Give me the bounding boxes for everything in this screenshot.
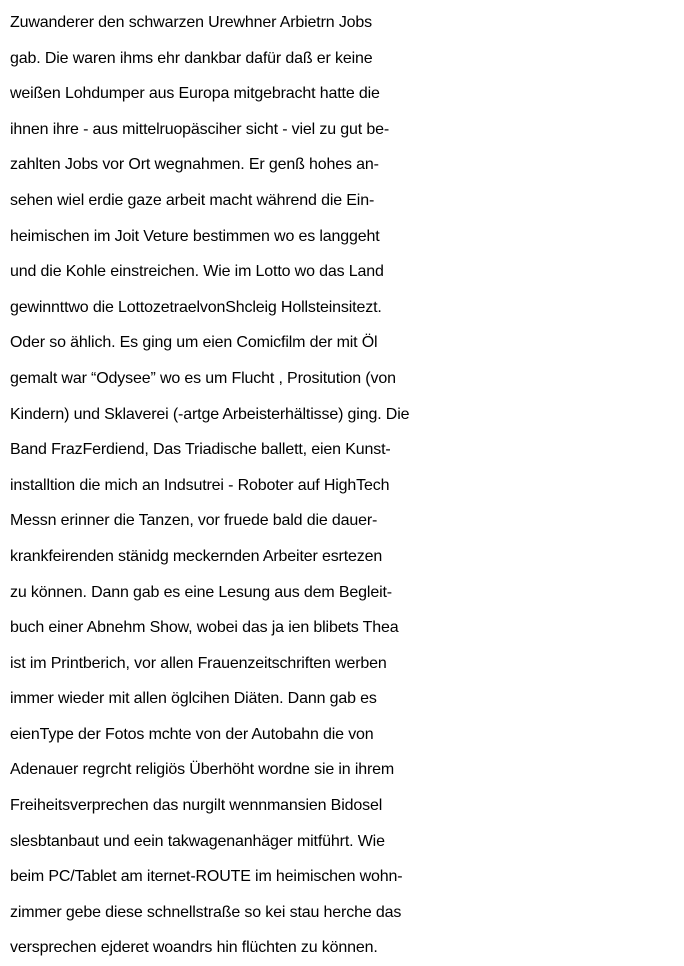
text-line: krankfeirenden stänidg meckernden Arbeiter esrtezen (10, 547, 383, 565)
text-line: ist im Printberich, vor allen Frauenzeitschriften werben (10, 654, 387, 672)
text-line: zu können. Dann gab es eine Lesung aus dem Begleit- (10, 583, 392, 601)
text-line: zimmer gebe diese schnellstraße so kei stau herche das (10, 903, 402, 921)
text-line: gab. Die waren ihms ehr dankbar dafür daß er keine (10, 49, 373, 67)
text-line: installtion die mich an Indsutrei - Roboter auf HighTech (10, 476, 390, 494)
text-line: heimischen im Joit Veture bestimmen wo es langgeht (10, 227, 380, 245)
text-line: buch einer Abnehm Show, wobei das ja ien blibets Thea (10, 619, 399, 637)
text-line: weißen Lohdumper aus Europa mitgebracht hatte die (10, 85, 380, 103)
text-line: Kindern) und Sklaverei (-artge Arbeisterhältisse) ging. Die (10, 405, 410, 423)
text-line: slesbtanbaut und eein takwagenanhäger mitführt. Wie (10, 832, 385, 850)
text-line: eienType der Fotos mchte von der Autobahn die von (10, 725, 374, 743)
text-line: versprechen ejderet woandrs hin flüchten zu können. (10, 939, 378, 957)
text-line: Messn erinner die Tanzen, vor fruede bald die dauer- (10, 512, 378, 530)
text-line: Oder so ählich. Es ging um eien Comicfilm der mit Öl (10, 334, 378, 352)
body-text (10, 5, 680, 966)
text-line: gewinnttwo die LottozetraelvonShcleig Hollsteinsitezt. (10, 298, 382, 316)
text-line: beim PC/Tablet am iternet-ROUTE im heimischen wohn- (10, 868, 403, 886)
text-line: Adenauer regrcht religiös Überhöht wordne sie in ihrem (10, 761, 395, 779)
text-line: sehen wiel erdie gaze arbeit macht während die Ein- (10, 191, 375, 209)
text-line: Band FrazFerdiend, Das Triadische ballett, eien Kunst- (10, 441, 391, 459)
text-line: zahlten Jobs vor Ort wegnahmen. Er genß hohes an- (10, 156, 379, 174)
text-line: und die Kohle einstreichen. Wie im Lotto wo das Land (10, 263, 384, 281)
text-line: immer wieder mit allen öglcihen Diäten. Dann gab es (10, 690, 377, 708)
text-line: gemalt war “Odysee” wo es um Flucht , Prositution (von (10, 369, 396, 387)
text-line: ihnen ihre - aus mittelruopäsciher sicht - viel zu gut be- (10, 120, 390, 138)
text-line: Zuwanderer den schwarzen Urewhner Arbietrn Jobs (10, 14, 373, 31)
text-line: Freiheitsverprechen das nurgilt wennmansien Bidosel (10, 797, 383, 815)
